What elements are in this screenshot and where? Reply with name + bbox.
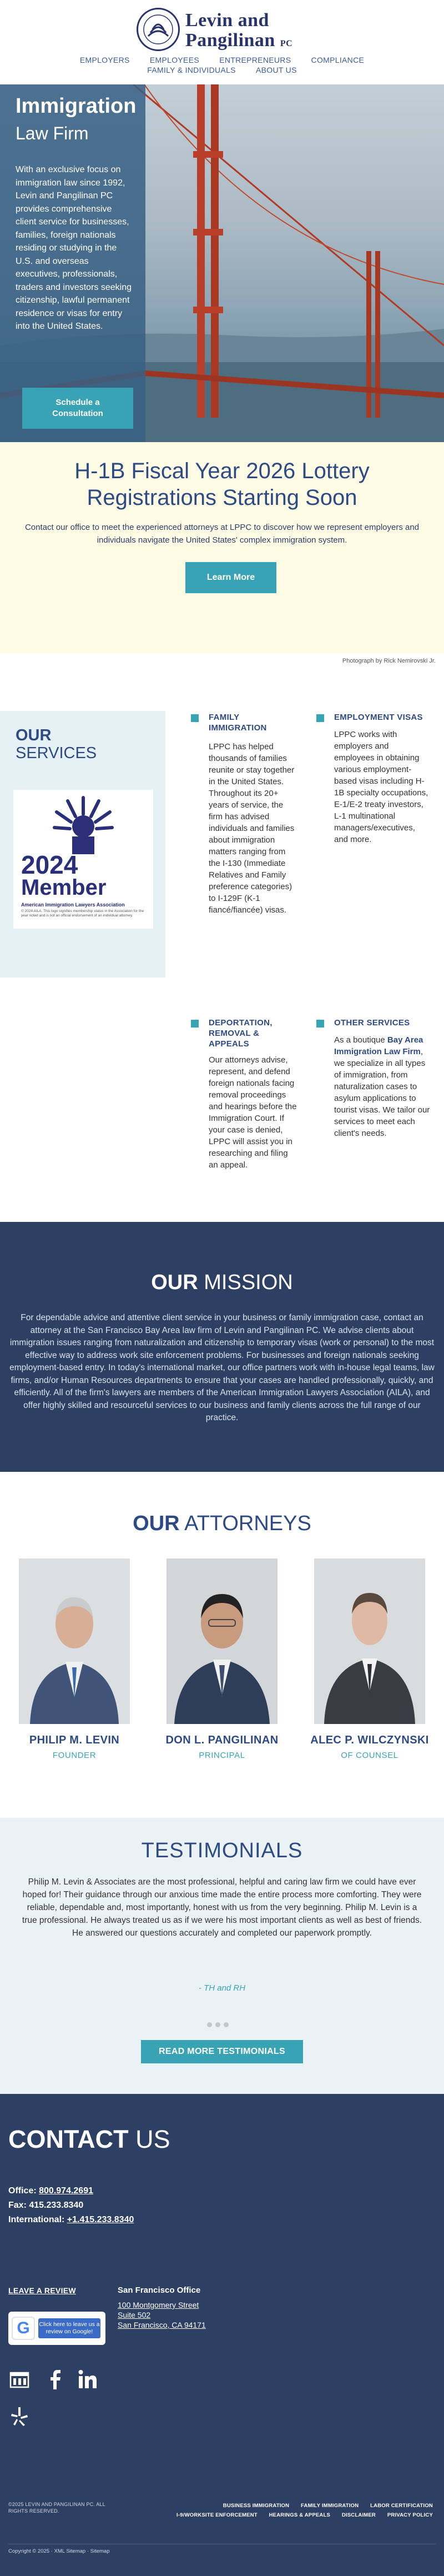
footer-links: [133, 2501, 433, 2520]
lottery-text: Contact our office to meet the experienced attorneys at LPPC to discover how we represent employers and individuals navigate the United States' complex immigration system.: [24, 523, 420, 545]
square-bullet-icon: [316, 714, 324, 722]
attorneys-title-bold: OUR: [133, 1512, 180, 1535]
mission-title-light: MISSION: [204, 1271, 293, 1294]
logo-name-line1: Levin and: [185, 10, 269, 31]
square-bullet-icon: [191, 1020, 199, 1028]
footer-link-disclaimer[interactable]: DISCLAIMER: [341, 2512, 376, 2518]
footer-bottom-copyright: Copyright © 2025 · XML Sitemap · Sitemap: [8, 2548, 110, 2554]
statue-of-liberty-icon: [50, 793, 117, 854]
mission-title: [0, 1271, 444, 1295]
badge-year: 2024: [21, 850, 78, 879]
attorney-photo-wilczynski[interactable]: [314, 1558, 425, 1724]
aila-member-badge: [13, 790, 153, 929]
building-icon[interactable]: [8, 2368, 31, 2390]
mission-title-bold: OUR: [151, 1271, 198, 1294]
hero-section: [0, 84, 444, 442]
lottery-banner: [0, 442, 444, 664]
site-footer: [0, 2094, 444, 2576]
international-phone-line: [8, 2215, 134, 2225]
lottery-title: H-1B Fiscal Year 2026 Lottery Registrations Starting Soon: [74, 459, 370, 510]
bay-area-link[interactable]: Bay Area Immigration Law Firm: [334, 1035, 423, 1056]
international-phone-link[interactable]: +1.415.233.8340: [67, 2215, 134, 2224]
footer-link-i9[interactable]: I-9/WORKSITE ENFORCEMENT: [176, 2512, 258, 2518]
services-title: OUR: [16, 726, 52, 744]
mission-section: [0, 1222, 444, 1472]
yelp-icon[interactable]: [8, 2405, 31, 2427]
logo-pc: PC: [280, 39, 293, 48]
mission-text: For dependable advice and attentive client service in your business or family immigration case, contact an attorney at the San Francisco Bay Area law firm of Levin and Pangilinan PC. We advise clients about immigration issues ranging from naturalization and citizenship to temporary visas (work or personal) to the most effective way to address work site enforcement problems. For businesses and foreign nationals seeking employment-based entry. In today's international market, our office partners work with in-house legal teams, law firms, and/or Human Resources departments to ensure that your cases are handled professionally, quickly, and efficiently. All of the firm's lawyers are members of the American Immigration Lawyers Association (AILA), and offer highly skilled and resourceful services to our business and family clients across the full range of our practice.: [9, 1313, 435, 1422]
nav-employers[interactable]: EMPLOYERS: [79, 56, 130, 64]
attorney-name-pangilinan[interactable]: DON L. PANGILINAN: [165, 1734, 279, 1746]
attorney-name-wilczynski[interactable]: ALEC P. WILCZYNSKI: [310, 1734, 429, 1746]
attorney-photo-levin[interactable]: [19, 1558, 130, 1724]
services-subtitle: SERVICES: [16, 744, 97, 762]
testimonial-quote: Philip M. Levin & Associates are the most professional, helpful and caring law firm we could have ever hoped for! Their guidance through our anxious time made the entire process more comforting. They were reliable, dependable and, most importantly, honest with us from the very beginning. Philip M. Levin is a true professional. He always treated us as if we were his most important clients as well as best of friends. He answered our questions accurately and completed our paperwork promptly.: [22, 1877, 422, 1938]
carousel-dot[interactable]: [215, 2022, 220, 2027]
liberty-torch-icon: [137, 8, 180, 51]
attorneys-title-light: ATTORNEYS: [184, 1512, 311, 1535]
google-review-widget[interactable]: [8, 2312, 105, 2345]
service-text-other: [334, 1034, 433, 1139]
leave-review-link[interactable]: LEAVE A REVIEW: [8, 2286, 76, 2295]
sf-office-title: San Francisco Office: [118, 2286, 201, 2295]
nav-family-individuals[interactable]: FAMILY & INDIVIDUALS: [147, 66, 236, 74]
footer-copyright-left: ©2025 LEVIN AND PANGILINAN PC. ALL RIGHTS RESERVED.: [8, 2502, 105, 2514]
fax-label: Fax:: [8, 2201, 27, 2210]
office-phone-line: [8, 2186, 93, 2196]
nav-compliance[interactable]: COMPLIANCE: [311, 56, 365, 64]
address-line-1[interactable]: 100 Montgomery Street: [118, 2301, 199, 2309]
service-text-employment: LPPC works with employers and employees in obtaining various employment-based visas including H-1B specialty occupations, E-1/E-2 treaty investors, L-1 multinational managers/executives, and more.: [334, 730, 428, 844]
google-review-button[interactable]: Click here to leave us a review on Google!: [38, 2318, 100, 2338]
read-more-testimonials-button[interactable]: READ MORE TESTIMONIALS: [141, 2040, 303, 2063]
badge-fine-print: © 2024 AILA. This logo signifies membership status in the Association for the year noted and is not an official endorsement of an individual attorney.: [21, 909, 144, 918]
attorney-role-levin: FOUNDER: [52, 1751, 97, 1760]
linkedin-icon[interactable]: [77, 2368, 99, 2390]
address-line-3[interactable]: San Francisco, CA 94171: [118, 2321, 206, 2329]
footer-link-privacy[interactable]: PRIVACY POLICY: [387, 2512, 433, 2518]
service-text-other-pre: As a boutique: [334, 1035, 387, 1045]
testimonial-author: - TH and RH: [198, 1983, 246, 1993]
testimonials-title: TESTIMONIALS: [141, 1839, 303, 1862]
office-phone-link[interactable]: 800.974.2691: [39, 2186, 93, 2196]
contact-title: [8, 2125, 170, 2154]
site-header: [0, 0, 444, 84]
google-icon: G: [12, 2317, 35, 2340]
attorney-photo-pangilinan[interactable]: [167, 1558, 278, 1724]
badge-member: Member: [21, 875, 107, 900]
schedule-consultation-button[interactable]: Schedule a Consultation: [22, 388, 133, 429]
footer-link-business[interactable]: BUSINESS IMMIGRATION: [223, 2503, 290, 2509]
carousel-dot[interactable]: [207, 2022, 212, 2027]
square-bullet-icon: [191, 714, 199, 722]
attorney-name-levin[interactable]: PHILIP M. LEVIN: [29, 1734, 120, 1746]
service-title-family: FAMILY IMMIGRATION: [209, 713, 267, 733]
service-title-employment: EMPLOYMENT VISAS: [334, 713, 423, 722]
main-nav: [22, 55, 422, 75]
international-phone-label: International:: [8, 2215, 65, 2224]
contact-title-light: US: [135, 2125, 170, 2153]
logo-name-pangilinan: Pangilinan: [185, 30, 275, 51]
footer-link-hearings[interactable]: HEARINGS & APPEALS: [269, 2512, 331, 2518]
learn-more-button[interactable]: Learn More: [185, 562, 276, 593]
attorney-role-wilczynski: OF COUNSEL: [341, 1751, 398, 1760]
service-title-other: OTHER SERVICES: [334, 1018, 410, 1028]
site-logo[interactable]: [137, 8, 309, 52]
hero-subtitle: Law Firm: [16, 123, 89, 143]
hero-description: With an exclusive focus on immigration law since 1992, Levin and Pangilinan PC provides comprehensive client service for businesses, families, foreign nationals residing or studying in the U.S. and overseas executives, professionals, traders and investors seeking citizenship, lawful permanent residence or visas for entry into the United States.: [16, 165, 132, 331]
service-text-family: LPPC has helped thousands of families reunite or stay together in the United States. Throughout its 20+ years of service, the firm has advised individuals and families about immigration matters ranging from the I-130 (Immediate Relatives and Family preference categories) to I-129F (K-1 fiancé/fiancée) visas.: [209, 742, 295, 915]
hero-title: Immigration: [16, 94, 137, 118]
nav-entrepreneurs[interactable]: ENTREPRENEURS: [219, 56, 291, 64]
contact-title-bold: CONTACT: [8, 2125, 129, 2153]
facebook-icon[interactable]: [44, 2368, 67, 2390]
fax-number: 415.233.8340: [29, 2201, 84, 2210]
fax-line: [8, 2201, 83, 2211]
address-line-2[interactable]: Suite 502: [118, 2311, 151, 2319]
nav-employees[interactable]: EMPLOYEES: [149, 56, 199, 64]
square-bullet-icon: [316, 1020, 324, 1028]
logo-name-line2: [185, 30, 292, 51]
carousel-dot[interactable]: [224, 2022, 229, 2027]
photo-credit: Photograph by Rick Nemirovski Jr.: [342, 658, 436, 664]
footer-link-family[interactable]: FAMILY IMMIGRATION: [301, 2503, 359, 2509]
attorney-role-pangilinan: PRINCIPAL: [199, 1751, 245, 1760]
badge-association: American Immigration Lawyers Association: [21, 902, 125, 908]
service-text-other-post: , we specialize in all types of immigration, from naturalization cases to asylum applications to tourist visas. We tailor our services to meet each client's needs.: [334, 1047, 430, 1138]
attorneys-title: [0, 1512, 444, 1536]
service-text-deportation: Our attorneys advise, represent, and defend foreign nationals facing removal proceedings and hearings before the Immigration Court. If your case is denied, LPPC will assist you in researching and filing an appeal.: [209, 1055, 297, 1170]
testimonials-section: [0, 1818, 444, 2094]
service-title-deportation: DEPORTATION, REMOVAL & APPEALS: [209, 1018, 273, 1049]
office-phone-label: Office:: [8, 2186, 37, 2196]
nav-about-us[interactable]: ABOUT US: [256, 66, 297, 74]
carousel-dots: [205, 2020, 239, 2026]
footer-link-labor[interactable]: LABOR CERTIFICATION: [370, 2503, 433, 2509]
